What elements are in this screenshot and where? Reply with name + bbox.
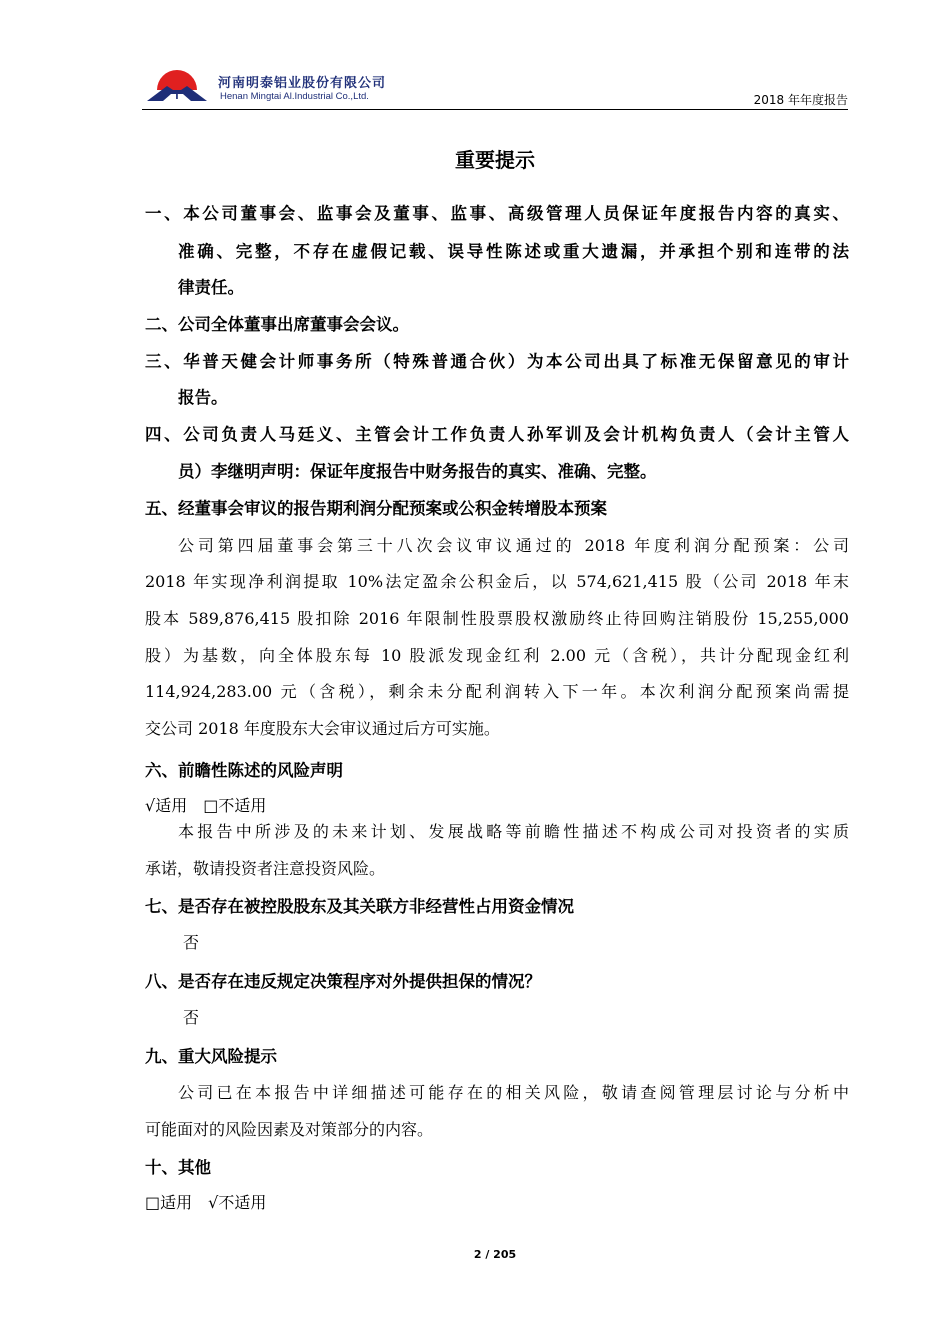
section-1-line-3: 律责任。 xyxy=(178,278,244,297)
section-4-line-2: 员）李继明声明：保证年度报告中财务报告的真实、准确、完整。 xyxy=(178,462,657,481)
section-5-para-line-3: 股本 589,876,415 股扣除 2016 年限制性股票股权激励终止待回购注销股份 15,255,000 xyxy=(145,609,849,628)
section-4-line-1: 四、公司负责人马廷义、主管会计工作负责人孙军训及会计机构负责人（会计主管人 xyxy=(145,425,849,444)
section-5-para-line-4: 股）为基数，向全体股东每 10 股派发现金红利 2.00 元（含税），共计分配现金红利 xyxy=(145,646,849,665)
section-9-para-line-1: 公司已在本报告中详细描述可能存在的相关风险，敬请查阅管理层讨论与分析中 xyxy=(178,1083,849,1102)
section-1-line-1: 一、本公司董事会、监事会及董事、监事、高级管理人员保证年度报告内容的真实、 xyxy=(145,204,849,223)
section-2-heading: 二、公司全体董事出席董事会会议。 xyxy=(145,315,409,334)
section-9-heading: 九、重大风险提示 xyxy=(145,1047,277,1066)
company-name-en: Henan Mingtai Al.Industrial Co.,Ltd. xyxy=(220,91,369,102)
section-6-para-line-2: 承诺，敬请投资者注意投资风险。 xyxy=(145,859,386,878)
section-6-para-line-1: 本报告中所涉及的未来计划、发展战略等前瞻性描述不构成公司对投资者的实质 xyxy=(178,822,849,841)
section-5-para-line-6: 交公司 2018 年度股东大会审议通过后方可实施。 xyxy=(145,719,500,738)
header-divider xyxy=(142,109,848,110)
section-5-para-line-5: 114,924,283.00 元（含税），剩余未分配利润转入下一年。本次利润分配预案尚需提 xyxy=(145,682,849,701)
section-7-answer: 否 xyxy=(183,933,200,952)
section-10-applicability: □适用 √不适用 xyxy=(145,1193,267,1212)
company-logo-icon xyxy=(145,68,209,104)
page-number: 2 / 205 xyxy=(473,1248,517,1261)
section-6-applicability: √适用 □不适用 xyxy=(145,796,267,815)
section-5-para-line-1: 公司第四届董事会第三十八次会议审议通过的 2018 年度利润分配预案：公司 xyxy=(178,536,849,555)
section-1-line-2: 准确、完整，不存在虚假记载、误导性陈述或重大遗漏，并承担个别和连带的法 xyxy=(178,242,849,261)
page-title: 重要提示 xyxy=(455,148,535,172)
section-8-answer: 否 xyxy=(183,1008,200,1027)
logo-letter: T xyxy=(173,92,181,102)
section-10-heading: 十、其他 xyxy=(145,1158,211,1177)
company-name-cn: 河南明泰铝业股份有限公司 xyxy=(218,76,387,91)
report-name: 2018 年年度报告 xyxy=(753,93,848,107)
section-7-heading: 七、是否存在被控股股东及其关联方非经营性占用资金情况 xyxy=(145,897,574,916)
section-5-para-line-2: 2018 年实现净利润提取 10%法定盈余公积金后，以 574,621,415 股（公司 2018 年末 xyxy=(145,572,849,591)
section-9-para-line-2: 可能面对的风险因素及对策部分的内容。 xyxy=(145,1120,434,1139)
section-6-heading: 六、前瞻性陈述的风险声明 xyxy=(145,761,343,780)
section-5-heading: 五、经董事会审议的报告期利润分配预案或公积金转增股本预案 xyxy=(145,499,607,518)
section-8-heading: 八、是否存在违反规定决策程序对外提供担保的情况？ xyxy=(145,972,541,991)
section-3-line-1: 三、华普天健会计师事务所（特殊普通合伙）为本公司出具了标准无保留意见的审计 xyxy=(145,352,849,371)
section-3-line-2: 报告。 xyxy=(178,388,228,407)
